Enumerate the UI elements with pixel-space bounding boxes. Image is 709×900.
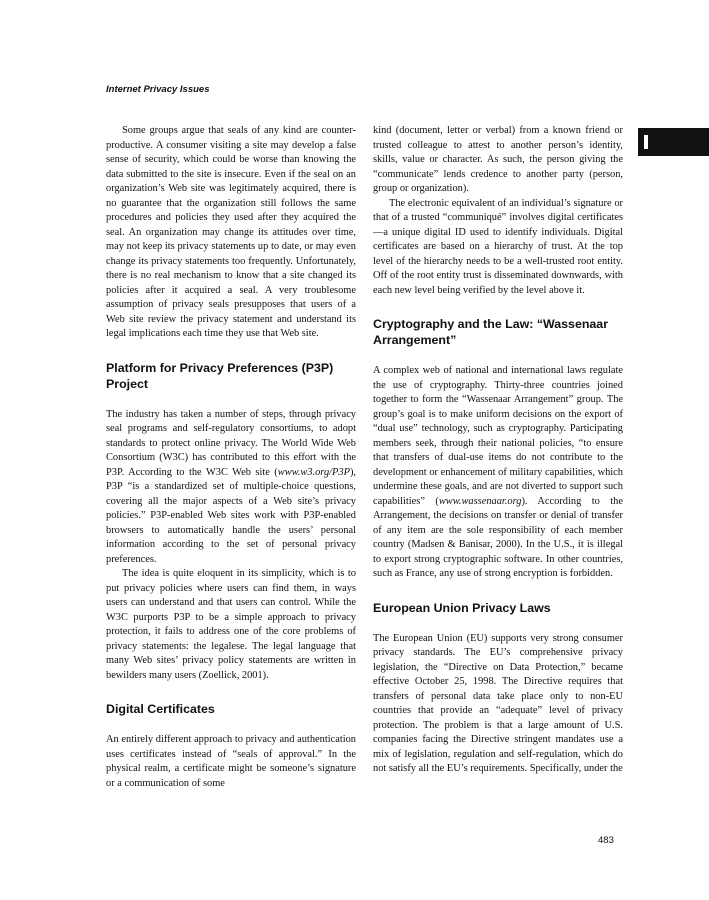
w3c-link[interactable]: www.w3.org/P3P [277,466,350,478]
paragraph-seals: Some groups argue that seals of any kind are counter-productive. A consumer visiting a site may develop a false sense of security, which could be worse than knowing the data submitted to the site is insecure. Even if the seal on an organization’s Web site was legitimately acquired, there is no guarantee that the organization still follows the same procedures and policies they used after they acquired the seal. An organization may change its attitudes over time, may not keep its privacy statements up to date, or may even change its privacy statements too frequently. Unfortunately, there is no real mechanism to know that a site changed its policies after it acquired a seal. A very troublesome assumption of privacy seals presupposes that users of a Web site review the privacy statement and understand its legal implications each time they use that Web site. [106,125,356,339]
paragraph-eu-1: The European Union (EU) supports very strong consumer privacy standards. The EU’s comprehensive privacy legislation, the “Directive on Data Protection,” became effective October 25, 1998. The Directive requires that transfers of personal data take place only to non-EU countries that provide an “adequate” level of privacy protection. The problem is that a large amount of U.S. companies facing the Directive stringent mandates use a mix of legislation, regulation and self-regulation, which do not satisfy all the EU’s requirements. Specifically, under the [373,632,623,774]
paragraph-certs-2: The electronic equivalent of an individual’s signature or that of a trusted “communiqué” involves digital certificates—a unique digital ID used to identify individuals. Digital certificates are based on a hierarchy of trust. At the top level of the hierarchy needs to be a well-trusted root entity. Off of the root entity trust is disseminated downwards, with each new level being verified by the level above it. [373,197,623,296]
heading-eu-privacy: European Union Privacy Laws [373,600,551,615]
page-number: 483 [598,835,614,846]
thumb-tab-notch [644,135,648,149]
chapter-thumb-tab [638,128,709,156]
wassenaar-link[interactable]: www.wassenaar.org [438,495,522,507]
running-title: Internet Privacy Issues [106,84,210,95]
right-column [373,124,623,777]
heading-digital-certificates: Digital Certificates [106,702,215,716]
paragraph-crypto-1 [373,364,623,582]
heading-cryptography: Cryptography and the Law: “Wassenaar Arrangement” [373,317,609,347]
paragraph-p3p-1 [106,408,356,568]
paragraph-certs-1: An entirely different approach to privacy and authentication uses certificates instead of “seals of approval.” In the physical realm, a certificate might be someone’s signature or a communication of some [106,734,356,789]
p3p-text-b: ), P3P “is a standardized set of multiple-choice questions, covering all the major aspects of a Web site’s privacy policies.” P3P-enabled Web sites work with P3P-enabled browsers to automatically handle the users’ personal information according to the set of personal privacy preferences. [106,466,356,565]
crypto-text-a: A complex web of national and international laws regulate the use of cryptography. Thirty-three countries joined together to form the “Wassenaar Arrangement” group. The group’s goal is to make uniform decisions on the export of “dual use” technology, such as cryptography. Participating members seek, through their national policies, “to ensure that transfers of dual-use items do not contribute to the development or enhancement of military capabilities, which undermine these goals, and are not diverted to support such capabilities” ( [373,365,623,507]
p3p-text-a: The industry has taken a number of steps, through privacy seal programs and self-regulatory consortiums, to adopt standards to protect online privacy. The World Wide Web Consortium (W3C) has contributed to this effort with the P3P. According to the W3C Web site ( [106,408,356,478]
left-column [106,124,356,791]
crypto-text-b: ). According to the Arrangement, the decisions on transfer or denial of transfer of any item are the sole responsibility of each member country (Madsen & Banisar, 2000). In the U.S., it is illegal to export strong cryptographic software. In other countries, such as France, any use of strong encryption is forbidden. [373,495,623,579]
heading-p3p: Platform for Privacy Preferences (P3P) Project [106,360,334,391]
paragraph-p3p-2: The idea is quite eloquent in its simplicity, which is to put privacy policies where users can find them, in ways users can understand and that users can control. While the W3C purports P3P to be a simple approach to privacy protection, it fails to address one of the core problems of privacy statements: the legalese. The legal language that many Web sites’ privacy policy statements are written in bewilders many users (Zoellick, 2001). [106,568,356,681]
paragraph-certs-cont: kind (document, letter or verbal) from a known friend or trusted colleague to attest to another person’s identity, skills, value or character. As such, the person giving the “communicate” lends credence to another party (person, group or organization). [373,125,623,194]
